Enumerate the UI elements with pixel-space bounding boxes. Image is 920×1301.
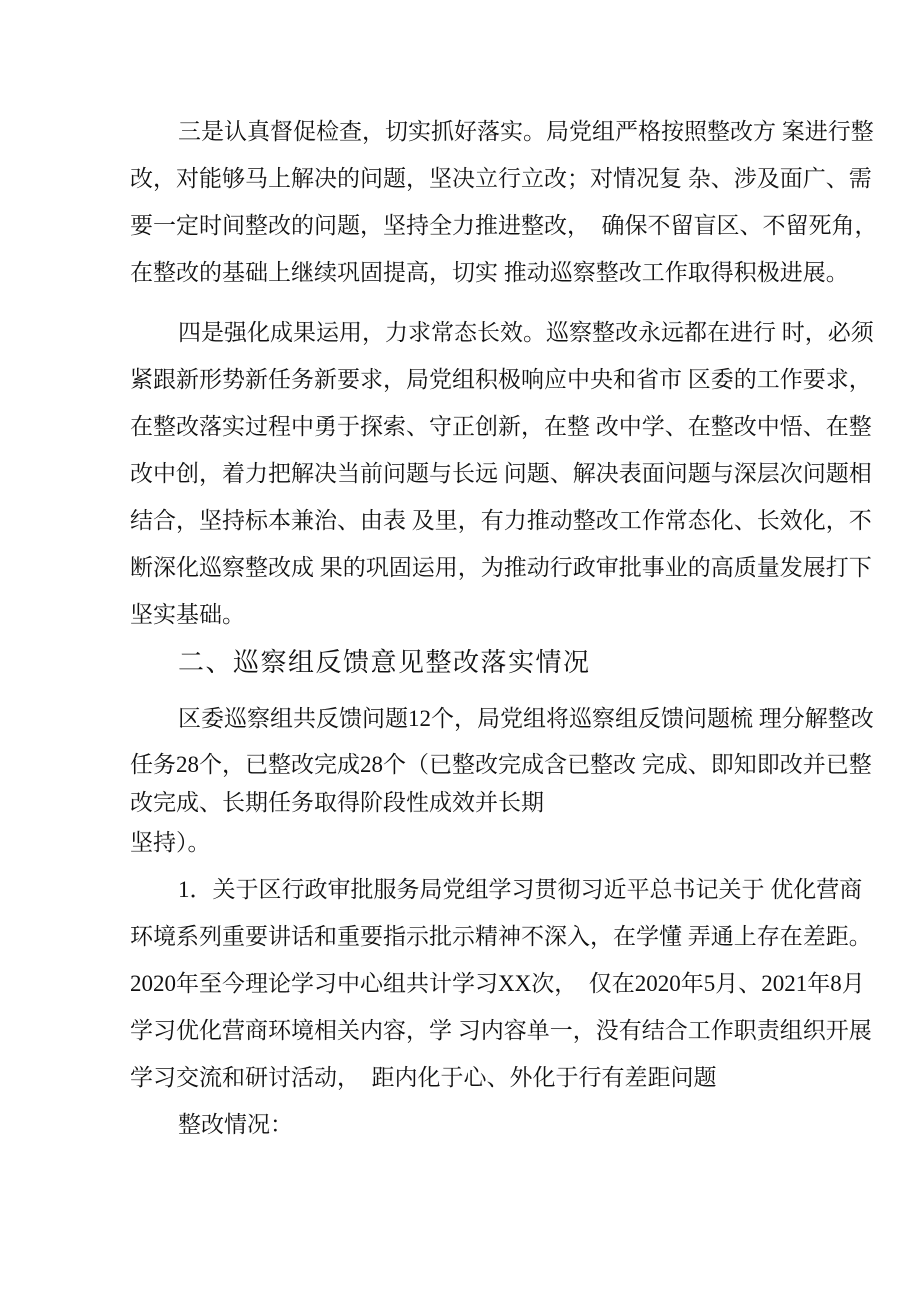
text-line: 1．关于区行政审批服务局党组学习贯彻习近平总书记关于 优化营商 xyxy=(178,877,863,902)
text-line: 整改情况： xyxy=(178,1112,293,1137)
text-line: 学习优化营商环境相关内容，学 习内容单一，没有结合工作职责组织开展 xyxy=(130,1018,872,1043)
text-line: 坚持）。 xyxy=(130,830,211,855)
text-line: 在整改落实过程中勇于探索、守正创新，在整 改中学、在整改中悟、在整 xyxy=(130,414,872,439)
text-line: 四是强化成果运用，力求常态长效。巡察整改永远都在进行 时，必须 xyxy=(178,320,874,345)
text-line: 紧跟新形势新任务新要求，局党组积极响应中央和省市 区委的工作要求， xyxy=(130,367,872,392)
text-line: 改中创，着力把解决当前问题与长远 问题、解决表面问题与深层次问题相 xyxy=(130,461,872,486)
paragraph-results-application xyxy=(130,309,874,638)
document-text-block xyxy=(130,108,878,1148)
text-line: 学习交流和研讨活动， 距内化于心、外化于行有差距问题 xyxy=(130,1065,717,1090)
text-line: 改完成、长期任务取得阶段性成效并长期 xyxy=(130,790,544,815)
text-line: 任务28个，已整改完成28个（已整改完成含已整改 完成、即知即改并已整 xyxy=(130,752,872,777)
text-line: 在整改的基础上继续巩固提高，切实 推动巡察整改工作取得积极进展。 xyxy=(130,260,849,285)
paragraph-supervision-check xyxy=(130,108,878,296)
text-line: 坚实基础。 xyxy=(130,602,245,627)
text-line: 改，对能够马上解决的问题，坚决立行立改；对情况复 杂、涉及面广、需 xyxy=(130,166,872,191)
paragraph-issue-1 xyxy=(130,866,872,1101)
text-line: 三是认真督促检查，切实抓好落实。局党组严格按照整改方 案进行整 xyxy=(178,119,874,144)
text-line: 环境系列重要讲话和重要指示批示精神不深入，在学懂 弄通上存在差距。 xyxy=(130,924,872,949)
paragraph-feedback-summary xyxy=(130,695,874,866)
text-line: 断深化巡察整改成 果的巩固运用，为推动行政审批事业的高质量发展打下 xyxy=(130,555,872,580)
section-heading: 二、巡察组反馈意见整改落实情况 xyxy=(178,648,591,677)
text-line: 要一定时间整改的问题，坚持全力推进整改， 确保不留盲区、不留死角， xyxy=(130,213,878,238)
text-line: 结合，坚持标本兼治、由表 及里，有力推动整改工作常态化、长效化，不 xyxy=(130,508,872,533)
text-line: 2020年至今理论学习中心组共计学习XX次， 仅在2020年5月、2021年8月 xyxy=(130,971,865,996)
paragraph-rectification-status xyxy=(130,1101,798,1148)
text-line: 区委巡察组共反馈问题12个，局党组将巡察组反馈问题梳 理分解整改 xyxy=(178,706,874,731)
